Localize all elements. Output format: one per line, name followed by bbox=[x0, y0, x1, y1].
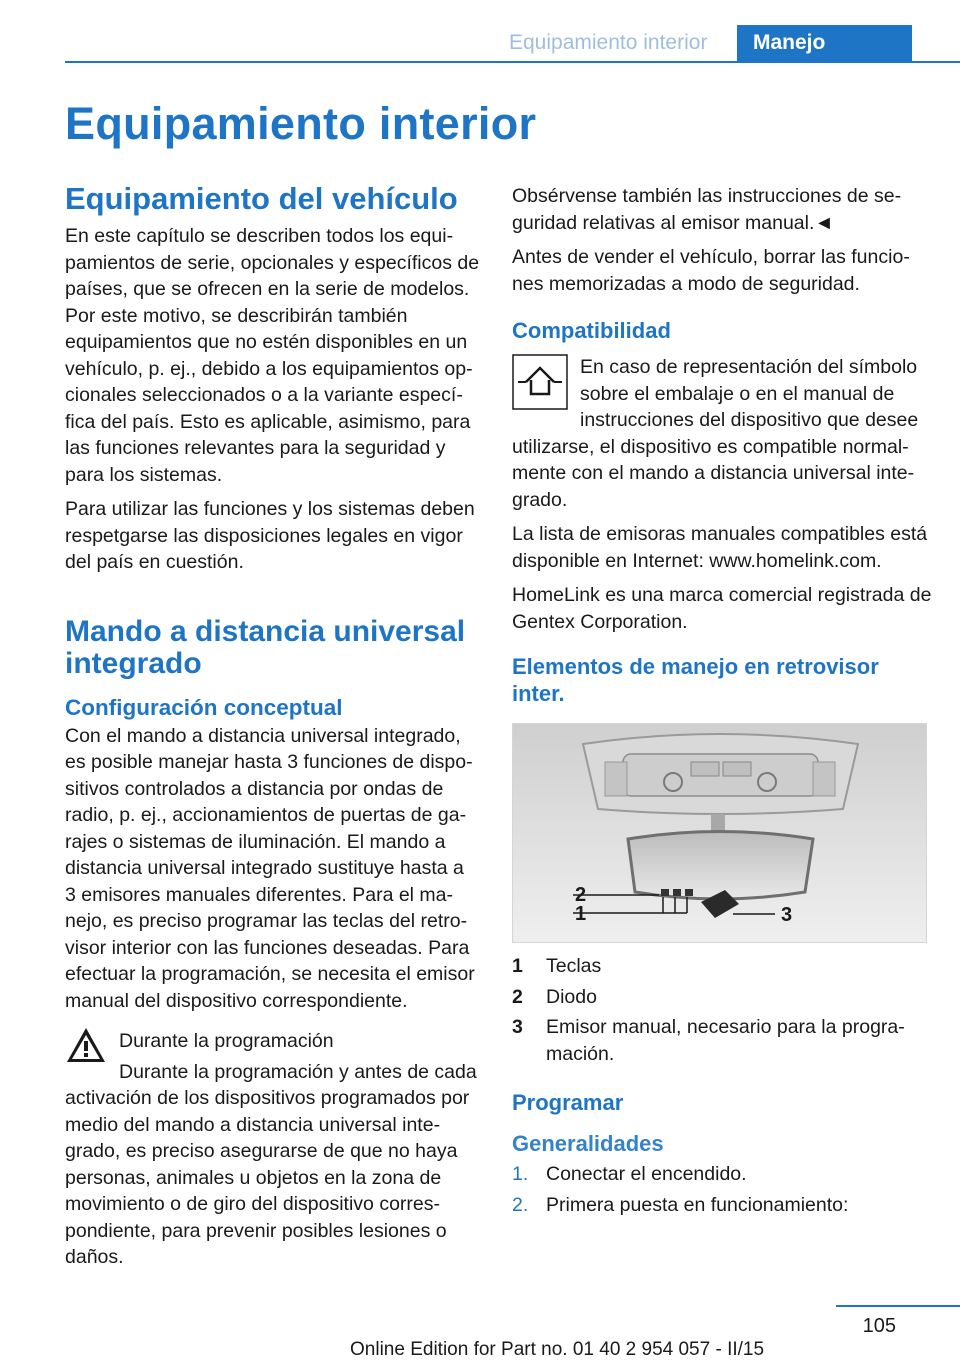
figure-label-2: 2 bbox=[575, 884, 587, 906]
step-text: Primera puesta en funcionamiento: bbox=[546, 1193, 849, 1216]
paragraph-legal: Para utilizar las funciones y los sistemas deben respetgarse las disposiciones legales en vigor del país en cuestión. bbox=[65, 498, 475, 573]
header-rule bbox=[65, 61, 960, 63]
step-number: 1. bbox=[512, 1163, 529, 1185]
page-number: 105 bbox=[862, 1315, 896, 1337]
heading-programar: Programar bbox=[512, 1090, 624, 1115]
heading-configuracion: Configuración conceptual bbox=[65, 694, 343, 720]
heading-generalidades: Generalidades bbox=[512, 1131, 664, 1156]
warning-text: Durante la programación y antes de cada activación de los dispositivos programados por medio del mando a distancia universal integrado, es preciso asegurarse de que no haya personas, animales u objetos en la zona de movimiento o de giro del dispositivo correspondiente, para prevenir posibles lesiones o daños. bbox=[65, 1060, 477, 1268]
legend-text: Diodo bbox=[546, 985, 597, 1008]
paragraph-observense: Obsérvense también las instrucciones de seguridad relativas al emisor manual.◄ bbox=[512, 185, 902, 234]
legend-number: 1 bbox=[512, 955, 523, 977]
paragraph-intro: En este capítulo se describen todos los equipamientos de serie, opcionales y específicos de países, que se ofrecen en la serie de modelos. Por este motivo, se describirán también equipamientos que no estén disponibles en un vehículo, p. ej., debido a los equipamientos opcionales seleccionados o a la variante específica del país. Esto es aplicable, asimismo, para las funciones relevantes para la seguridad y para los sistemas. bbox=[65, 225, 480, 486]
section-tab: Equipamiento interior bbox=[497, 25, 737, 61]
step-text: Conectar el encendido. bbox=[546, 1163, 747, 1185]
heading-compatibilidad: Compatibilidad bbox=[512, 318, 671, 343]
header-tabs bbox=[497, 25, 912, 61]
footer-edition: Online Edition for Part no. 01 40 2 954 057 - II/15 bbox=[350, 1339, 765, 1360]
paragraph-config: Con el mando a distancia universal integrado, es posible manejar hasta 3 funciones de dispositivos controlados a distancia por ondas de radio, p. ej., accionamientos de puertas de garajes o sistemas de iluminación. El mando a distancia universal integrado sustituye hasta a 3 emisores manuales diferentes. Para el manejo, es preciso programar las teclas del retrovisor interior con las funciones deseadas. Para efectuar la programación, se necesita el emisor manual del dispositivo correspondiente. bbox=[65, 724, 475, 1012]
home-symbol-icon bbox=[512, 354, 568, 418]
legend-text: Emisor manual, necesario para la programación. bbox=[546, 1016, 905, 1065]
step-number: 2. bbox=[512, 1193, 529, 1216]
paragraph-homelink: HomeLink es una marca comercial registrada de Gentex Corporation. bbox=[512, 584, 932, 633]
page-title: Equipamiento interior bbox=[65, 98, 537, 149]
legend-item bbox=[512, 984, 932, 1011]
figure-label-1: 1 bbox=[575, 903, 587, 925]
warning-triangle-icon bbox=[65, 1026, 107, 1072]
heading-mando: Mando a distancia universal integrado bbox=[65, 614, 466, 680]
right-column bbox=[512, 183, 932, 1222]
step-item bbox=[512, 1192, 932, 1219]
legend-number: 2 bbox=[512, 985, 523, 1008]
warning-title: Durante la programación bbox=[119, 1030, 334, 1052]
paragraph-vender: Antes de vender el vehículo, borrar las funciones memorizadas a modo de seguridad. bbox=[512, 246, 910, 295]
paragraph-compat: En caso de representación del símbolo sobre el embalaje o en el manual de instrucciones del dispositivo que desee utilizarse, el dispositivo es compatible normalmente con el mando a distancia universal integrado. bbox=[512, 356, 919, 511]
legend-item bbox=[512, 1014, 932, 1067]
left-column bbox=[65, 183, 480, 1279]
heading-equipamiento: Equipamiento del vehículo bbox=[65, 181, 458, 216]
legend-text: Teclas bbox=[546, 955, 602, 977]
chapter-tab: Manejo bbox=[737, 25, 912, 61]
legend-number: 3 bbox=[512, 1016, 523, 1038]
paragraph-lista: La lista de emisoras manuales compatibles está disponible en Internet: www.homelink.com. bbox=[512, 523, 928, 572]
step-item bbox=[512, 1161, 932, 1188]
mirror-illustration bbox=[512, 723, 927, 943]
heading-elementos: Elementos de manejo en retrovisor inter. bbox=[512, 654, 879, 706]
figure-label-3: 3 bbox=[781, 904, 793, 926]
legend-item bbox=[512, 953, 932, 980]
footer-rule bbox=[836, 1305, 960, 1307]
